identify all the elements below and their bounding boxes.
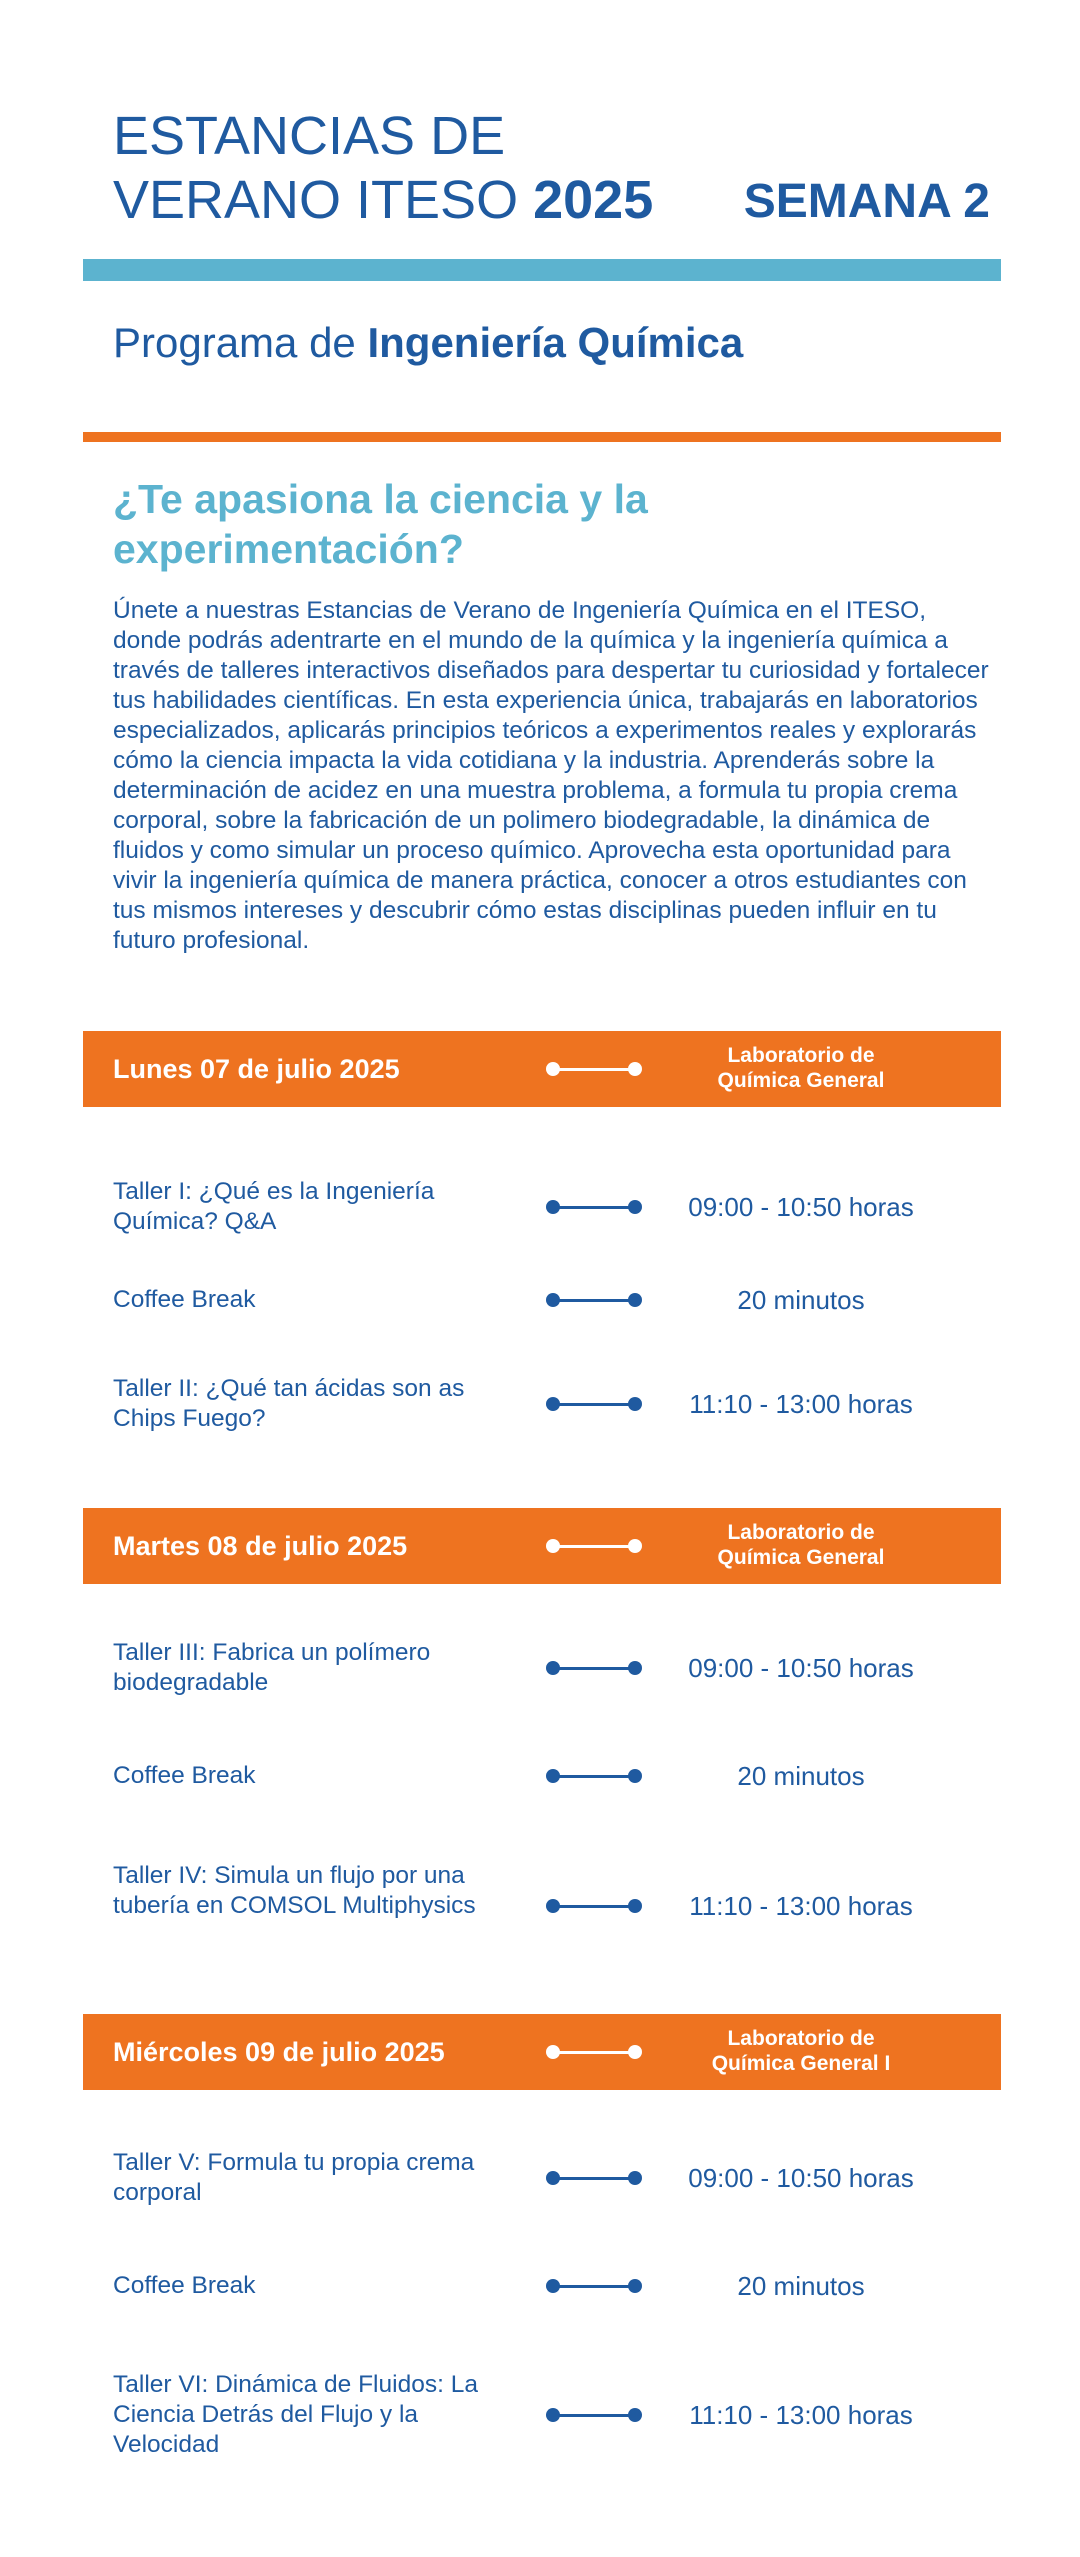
session-row (83, 1756, 1001, 1796)
connector-icon (546, 1199, 642, 1215)
connector-icon (546, 2278, 642, 2294)
connector-icon (546, 1061, 642, 1077)
connector-icon (546, 1660, 642, 1676)
connector-icon (546, 1898, 642, 1914)
lab-location: Laboratorio de Química General (717, 1044, 885, 1092)
session-row (83, 2367, 1001, 2463)
connector-icon (546, 1292, 642, 1308)
session-name: Coffee Break (113, 1286, 256, 1313)
session-row (83, 2146, 1001, 2216)
connector-icon (546, 1396, 642, 1412)
title-line-2: VERANO ITESO 2025 (113, 170, 654, 230)
intro-question: ¿Te apasiona la ciencia y la experimentación? (113, 476, 648, 572)
page-title (113, 104, 713, 232)
session-row (83, 1858, 1001, 1954)
session-time: 11:10 - 13:00 horas (689, 1891, 913, 1921)
session-name: Coffee Break (113, 2272, 256, 2299)
day-header-monday (83, 1031, 1001, 1107)
intro-paragraph: Únete a nuestras Estancias de Verano de Ingeniería Química en el ITESO, donde podrás adentrarte en el mundo de la química y la ingeniería química a través de talleres interactivos diseñados para despertar tu curiosidad y fortalecer tus habilidades científicas. En esta experiencia única, trabajarás en laboratorios especializados, aplicarás principios teóricos a experimentos reales y explorarás cómo la ciencia impacta la vida cotidiana y la industria. Aprenderás sobre la determinación de acidez en una muestra problema, a formula tu propia crema corporal, sobre la fabricación de un polimero biodegradable, la dinámica de fluidos y como simular un proceso químico. Aprovecha esta oportunidad para vivir la ingeniería química de manera práctica, conocer a otros estudiantes con tus mismos intereses y descubrir cómo estas disciplinas pueden influir en tu futuro profesional. (113, 597, 989, 954)
session-row (83, 1370, 1001, 1440)
session-name: Taller V: Formula tu propia crema corporal (113, 2149, 475, 2206)
session-name: Coffee Break (113, 1762, 256, 1789)
session-time: 20 minutos (737, 1285, 865, 1315)
program-name: Ingeniería Química (367, 319, 744, 366)
program-title: Programa de Ingeniería Química (113, 319, 744, 366)
day-label: Miércoles 09 de julio 2025 (113, 2037, 445, 2067)
program-divider (83, 432, 1001, 442)
title-line-1: ESTANCIAS DE (113, 106, 506, 166)
session-time: 11:10 - 13:00 horas (689, 1389, 913, 1419)
session-time: 11:10 - 13:00 horas (689, 2400, 913, 2430)
session-row (83, 1172, 1001, 1242)
session-name: Taller I: ¿Qué es la Ingeniería Química? Q&A (113, 1178, 435, 1235)
header-divider (83, 259, 1001, 281)
day-header-wednesday (83, 2014, 1001, 2090)
session-name: Taller VI: Dinámica de Fluidos: La Ciencia Detrás del Flujo y la Velocidad (113, 2371, 478, 2458)
day-label: Martes 08 de julio 2025 (113, 1531, 408, 1561)
session-time: 09:00 - 10:50 horas (688, 1192, 914, 1222)
connector-icon (546, 2170, 642, 2186)
session-row (83, 2266, 1001, 2306)
session-row (83, 1636, 1001, 1706)
session-name: Taller IV: Simula un flujo por una tubería en COMSOL Multiphysics (113, 1862, 476, 1919)
title-year: 2025 (533, 170, 654, 230)
day-header-tuesday (83, 1508, 1001, 1584)
connector-icon (546, 2044, 642, 2060)
session-time: 09:00 - 10:50 horas (688, 1653, 914, 1683)
session-time: 20 minutos (737, 1761, 865, 1791)
lab-location: Laboratorio de Química General I (711, 2027, 891, 2075)
session-name: Taller II: ¿Qué tan ácidas son as Chips Fuego? (113, 1375, 465, 1432)
connector-icon (546, 1768, 642, 1784)
session-time: 20 minutos (737, 2271, 865, 2301)
session-time: 09:00 - 10:50 horas (688, 2163, 914, 2193)
session-name: Taller III: Fabrica un polímero biodegradable (113, 1639, 431, 1696)
lab-location: Laboratorio de Química General (717, 1521, 885, 1569)
day-label: Lunes 07 de julio 2025 (113, 1054, 400, 1084)
connector-icon (546, 2407, 642, 2423)
week-label: SEMANA 2 (743, 175, 990, 228)
connector-icon (546, 1538, 642, 1554)
session-row (83, 1280, 1001, 1320)
